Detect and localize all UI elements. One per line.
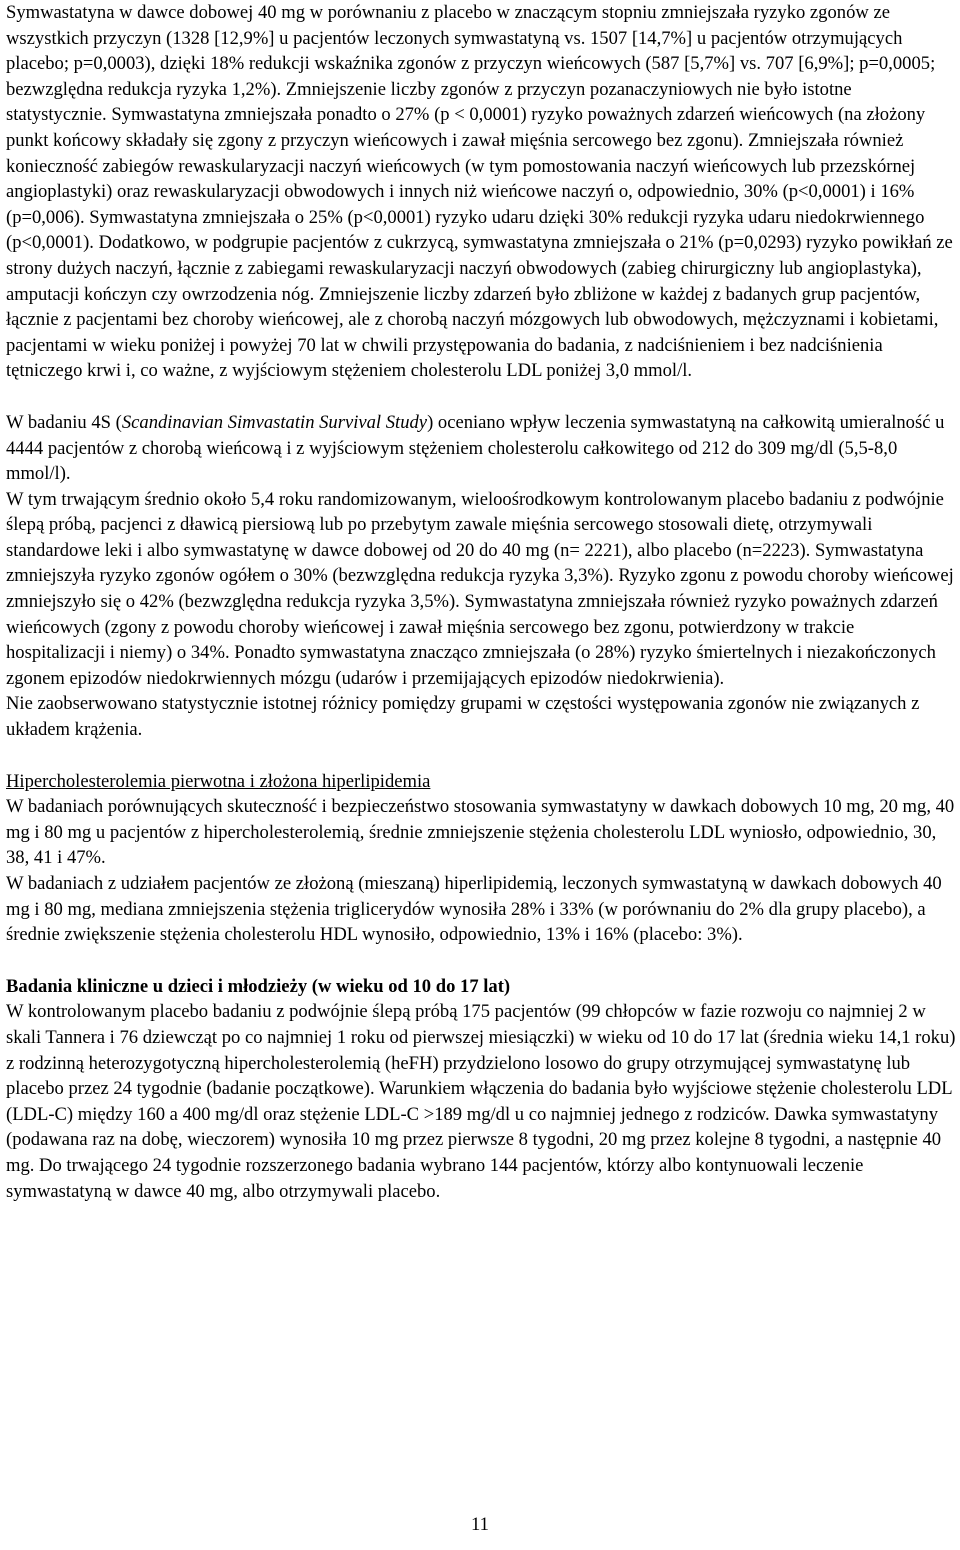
section-heading-hypercholesterolemia: Hipercholesterolemia pierwotna i złożona hiperlipidemia (6, 770, 431, 792)
paragraph-mortality-results: Symwastatyna w dawce dobowej 40 mg w porównaniu z placebo w znaczącym stopniu zmniejszała ryzyko zgonów ze wszystkich przyczyn (1328 [12,9%] u pacjentów leczonych symwastatyną vs. 1507 [14,7%] u pacjentów otrzymujących placebo; p=0,0003), dzięki 18% redukcji wskaźnika zgonów z przyczyn wieńcowych (587 [5,7%] vs. 707 [6,9%]; p=0,0005; bezwzględna redukcja ryzyka 1,2%). Zmniejszenie liczby zgonów z przyczyn pozanaczyniowych nie było istotne statystycznie. Symwastatyna zmniejszała ponadto o 27% (p < 0,0001) ryzyko poważnych zdarzeń wieńcowych (na złożony punkt końcowy składały się zgony z przyczyn wieńcowych i zawał mięśnia sercowego bez zgonu). Zmniejszała również konieczność zabiegów rewaskularyzacji naczyń wieńcowych (w tym pomostowania naczyń wieńcowych lub przezskórnej angioplastyki) oraz rewaskularyzacji obwodowych i innych niż wieńcowe naczyń o, odpowiednio, 30% (p<0,0001) i 16% (p=0,006). Symwastatyna zmniejszała o 25% (p<0,0001) ryzyko udaru dzięki 30% redukcji ryzyka udaru niedokrwiennego (p<0,0001). Dodatkowo, w podgrupie pacjentów z cukrzycą, symwastatyna zmniejszała o 21% (p=0,0293) ryzyko powikłań ze strony dużych naczyń, łącznie z zabiegami rewaskularyzacji naczyń obwodowych (zabieg chirurgiczny lub angioplastyka), amputacji kończyn czy owrzodzenia nóg. Zmniejszenie liczby zdarzeń było zbliżone w każdej z badanych grup pacjentów, łącznie z pacjentami bez choroby wieńcowej, ale z chorobą naczyń mózgowych lub obwodowych, mężczyznami i kobietami, pacjentami w wieku poniżej i powyżej 70 lat w chwili przystępowania do badania, z nadciśnieniem i bez nadciśnienia tętniczego krwi i, co ważne, z wyjściowym stężeniem cholesterolu LDL poniżej 3,0 mmol/l. (6, 2, 953, 382)
paragraph-pediatric-study: W kontrolowanym placebo badaniu z podwójnie ślepą próbą 175 pacjentów (99 chłopców w fazie rozwoju co najmniej 2 w skali Tannera i 76 dziewcząt po co najmniej 1 roku od pierwszej miesiączki) w wieku od 10 do 17 lat (średnia wieku 14,1 roku) z rodzinną heterozygotyczną hipercholesterolemią (heFH) przydzielono losowo do grupy otrzymującej symwastatynę lub placebo przez 24 tygodnie (badanie początkowe). Warunkiem włączenia do badania było wyjściowe stężenie cholesterolu LDL (LDL-C) między 160 a 400 mg/dl oraz stężenie LDL-C >189 mg/dl u co najmniej jednego z rodziców. Dawka symwastatyny (podawana raz na dobę, wieczorem) wynosiła 10 mg przez pierwsze 8 tygodni, 20 mg przez kolejne 8 tygodni, a następnie 40 mg. Do trwającego 24 tygodnie rozszerzonego badania wybrano 144 pacjentów, którzy albo kontynuowali leczenie symwastatyną w dawce 40 mg, albo otrzymywali placebo. (6, 1001, 956, 1202)
document-page (6, 0, 956, 1204)
text-run: W badaniu 4S ( (6, 411, 122, 433)
section-heading-pediatric-studies: Badania kliniczne u dzieci i młodzieży (w wieku od 10 do 17 lat) (6, 975, 511, 997)
paragraph-mixed-hyperlipidemia: W badaniach z udziałem pacjentów ze złożoną (mieszaną) hiperlipidemią, leczonych symwastatyną w dawkach dobowych 40 mg i 80 mg, mediana zmniejszenia stężenia triglicerydów wynosiła 28% i 33% (w porównaniu do 2% dla grupy placebo), a średnie zwiększenie stężenia cholesterolu HDL wynosiło, odpowiednio, 13% i 16% (placebo: 3%). (6, 873, 942, 946)
paragraph-gap (6, 384, 956, 410)
paragraph-gap (6, 948, 956, 974)
text-run: ) oceniano wpływ leczenia symwastatyną na całkowitą umieralność u 4444 pacjentów z chorobą wieńcową i z wyjściowym stężeniem cholesterolu całkowitego od 212 do 309 mg/dl (5,5-8,0 mmol/l). (6, 411, 945, 485)
paragraph-4s-study-intro (6, 410, 956, 487)
paragraph-4s-study-results: W tym trwającym średnio około 5,4 roku randomizowanym, wieloośrodkowym kontrolowanym placebo badaniu z podwójnie ślepą próbą, pacjenci z dławicą piersiową lub po przebytym zawale mięśnia sercowego stosowali dietę, otrzymywali standardowe leki i albo symwastatynę w dawce dobowej od 20 do 40 mg (n= 2221), albo placebo (n=2223). Symwastatyna zmniejszyła ryzyko zgonów ogółem o 30% (bezwzględna redukcja ryzyka 3,3%). Ryzyko zgonu z powodu choroby wieńcowej zmniejszyło się o 42% (bezwzględna redukcja ryzyka 3,5%). Symwastatyna zmniejszała również ryzyko poważnych zdarzeń wieńcowych (zgony z powodu choroby wieńcowej i zawał mięśnia sercowego bez zgonu, potwierdzony w trakcie hospitalizacji i niemy) o 34%. Ponadto symwastatyna znacząco zmniejszała (o 28%) ryzyko śmiertelnych i niezakończonych zgonem epizodów niedokrwiennych mózgu (udarów i przemijających epizodów niedokrwienia). (6, 488, 954, 689)
paragraph-4s-non-cardiac: Nie zaobserwowano statystycznie istotnej różnicy pomiędzy grupami w częstości występowania zgonów nie związanych z układem krążenia. (6, 693, 920, 741)
paragraph-gap (6, 743, 956, 769)
study-name-italic: Scandinavian Simvastatin Survival Study (121, 411, 428, 433)
page-number: 11 (471, 1514, 489, 1535)
paragraph-ldl-reduction: W badaniach porównujących skuteczność i bezpieczeństwo stosowania symwastatyny w dawkach dobowych 10 mg, 20 mg, 40 mg i 80 mg u pacjentów z hipercholesterolemią, średnie zmniejszenie stężenia cholesterolu LDL wyniosło, odpowiednio, 30, 38, 41 i 47%. (6, 796, 955, 869)
